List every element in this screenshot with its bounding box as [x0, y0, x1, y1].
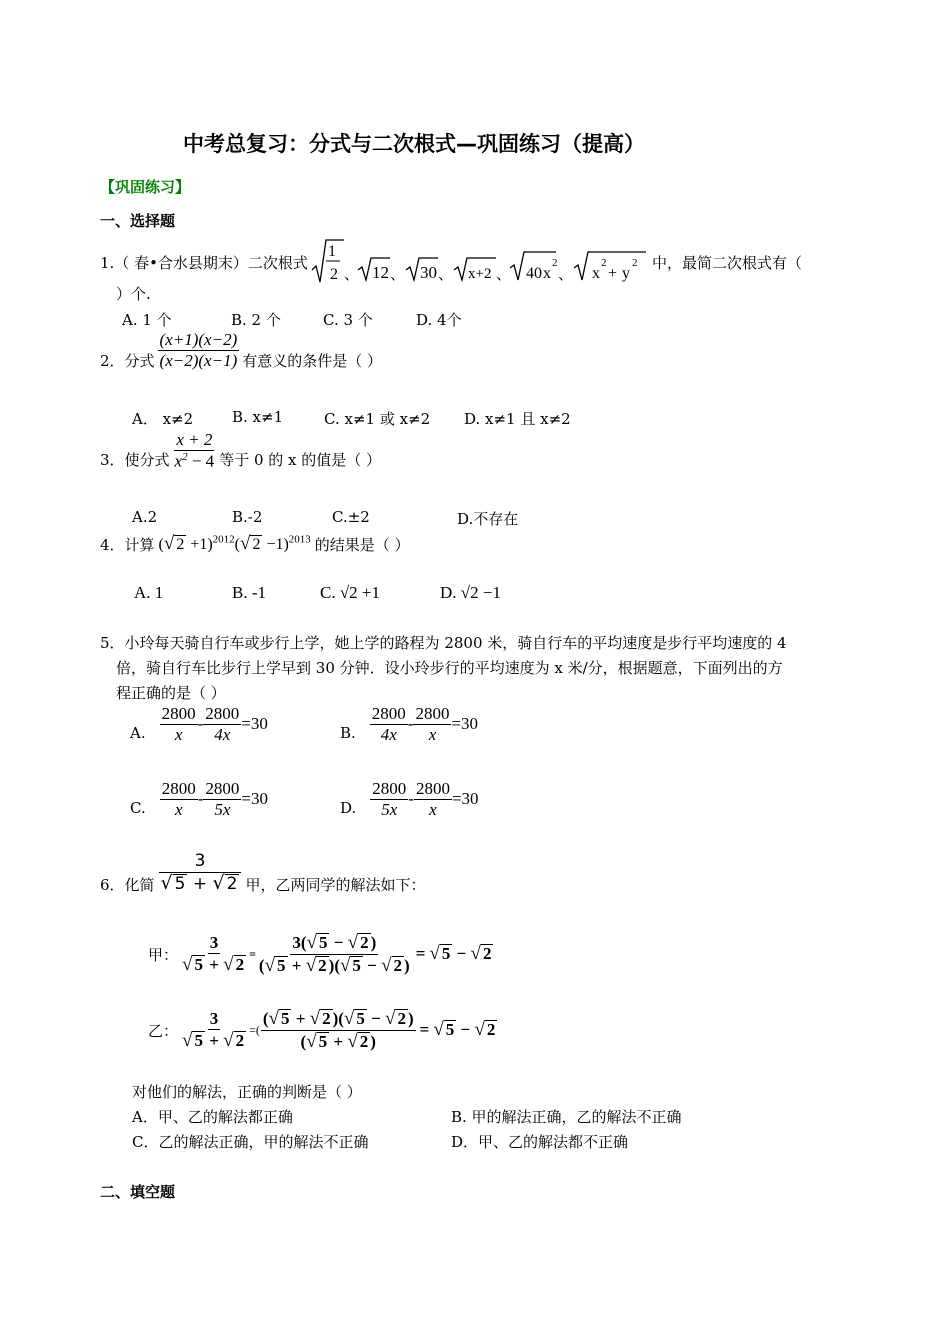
q4-prefix: 4．计算: [100, 535, 155, 554]
q6-jia-solution: 甲： $\frac{3}{√ 5 + √ 2}$ = $\frac{3(√ 5 - √ 2 )}{(√ 5 + √ 2 )(√ 5 - √ 2 )}$ = √ 5 − √ 2: [148, 932, 492, 976]
q3-numerator: x + 2: [176, 430, 213, 449]
q3-prefix: 3．使分式: [100, 450, 170, 469]
q2-option-b: B. x≠1: [232, 408, 284, 426]
q1-r6-b: y: [621, 265, 630, 282]
q2-option-d: D. x≠1 且 x≠2: [464, 410, 571, 428]
q1-r1-den: 2: [329, 266, 338, 283]
q2-numerator: (x+1)(x−2): [159, 330, 238, 350]
q1-r4: x+2: [467, 266, 492, 282]
q1-sep1: 、: [343, 267, 359, 283]
q3-suffix: 等于 0 的 x 的值是（ ）: [219, 450, 382, 469]
q1-option-a: A. 1 个: [122, 311, 172, 329]
section-heading-choice: 一、选择题: [100, 212, 176, 230]
q1-r6-a: x: [591, 265, 600, 282]
q6-option-c: C．乙的解法正确，甲的解法不正确: [132, 1133, 369, 1151]
question-1: [100, 232, 802, 292]
q5-option-b: B. $\frac{2800}{4x}$ - $\frac{2800}{x}$ =30: [340, 704, 479, 744]
q1-r5-var: x: [542, 265, 551, 282]
q5-line3: 程正确的是（ ）: [116, 684, 226, 702]
section-heading-fill: 二、填空题: [100, 1183, 176, 1201]
page-title: 中考总复习：分式与二次根式—巩固练习（提高）: [183, 132, 645, 156]
q2-option-c: C. x≠1 或 x≠2: [324, 410, 431, 428]
q3-option-a: A.2: [132, 508, 158, 526]
question-6: 6．化简 $\frac{3}{√ 5 + √ 2}$ 甲，乙两同学的解法如下：: [100, 851, 426, 894]
q4-option-c: C. √2 +1: [320, 583, 381, 602]
q1-r5-exp: 2: [551, 257, 558, 269]
q1-r6-exp-a: 2: [600, 257, 607, 269]
q1-sep4: 、: [495, 267, 511, 283]
q3-option-c: C.±2: [332, 508, 370, 526]
q5-option-a: A. $\frac{2800}{x}$ - $\frac{2800}{4x}$ =30: [130, 704, 268, 744]
question-3: [100, 430, 381, 471]
q6-option-a: A．甲、乙的解法都正确: [132, 1108, 293, 1126]
q1-r6-exp-b: 2: [631, 257, 638, 269]
q1-prefix: 1.（ 春•合水县期末）二次根式: [100, 253, 308, 272]
q2-option-a: A． x≠2: [132, 410, 194, 428]
q2-prefix: 2．分式: [100, 352, 155, 370]
section-tag: 【巩固练习】: [100, 178, 191, 196]
svg-text:+: +: [607, 265, 617, 282]
q2-suffix: 有意义的条件是（ ）: [242, 352, 383, 370]
q1-option-b: B. 2 个: [231, 311, 281, 329]
question-4: [100, 533, 410, 555]
q1-sep5: 、: [557, 267, 573, 283]
q5-line2: 倍，骑自行车比步行上学早到 30 分钟．设小玲步行的平均速度为 x 米/分，根据题意，下面列出的方: [116, 659, 783, 677]
q5-option-c: C. $\frac{2800}{x}$ - $\frac{2800}{5x}$ =30: [130, 779, 268, 819]
q6-prefix: 6．化简: [100, 876, 155, 894]
q4-option-d: D. √2 −1: [440, 583, 501, 602]
q5-option-d: D. $\frac{2800}{5x}$ - $\frac{2800}{x}$ =30: [340, 779, 479, 819]
q3-option-d: D.不存在: [457, 510, 519, 528]
q5-line1: 5．小玲每天骑自行车或步行上学，她上学的路程为 2800 米，骑自行车的平均速度是步行平均速度的 4: [100, 634, 787, 652]
question-2: [100, 330, 382, 371]
q1-r5-coef: 40: [525, 265, 542, 282]
q6-suffix: 甲，乙两同学的解法如下：: [245, 876, 426, 894]
q1-r1-num: 1: [327, 243, 336, 260]
q4-expression: (√ 2 +1)$^{2012}$(√ 2 −1)$^{2013}$: [158, 533, 311, 554]
q1-option-d: D. 4个: [416, 311, 462, 329]
q1-option-c: C. 3 个: [323, 311, 373, 329]
q3-denominator: $x^2 - 4$: [174, 450, 215, 471]
q6-option-b: B. 甲的解法正确，乙的解法不正确: [451, 1108, 682, 1126]
q1-r2: 12: [371, 263, 389, 282]
q4-suffix: 的结果是（ ）: [314, 535, 410, 554]
q3-option-b: B.-2: [232, 508, 263, 526]
q6-numerator: 3: [194, 851, 206, 872]
q2-denominator: (x−2)(x−1): [159, 351, 238, 370]
q6-option-d: D．甲、乙的解法都不正确: [451, 1133, 629, 1151]
q4-option-a: A. 1: [134, 583, 164, 602]
q6-ask: 对他们的解法，正确的判断是（ ）: [132, 1083, 362, 1101]
q1-line2: ）个.: [116, 285, 151, 303]
q6-yi-solution: 乙： $\frac{3}{√ 5 + √ 2}$ =( $\frac{(√ 5 + √ 2 )(√ 5 - √ 2 )}{(√ 5 + √ 2 )}$ = √ 5 − √ 2: [148, 1008, 496, 1052]
q1-suffix: 中，最简二次根式有（: [651, 253, 802, 272]
q1-radicals: [310, 234, 650, 290]
q1-sep2: 、: [389, 267, 405, 283]
q4-option-b: B. -1: [232, 583, 266, 602]
q1-r3: 30: [419, 263, 437, 282]
q1-sep3: 、: [437, 267, 453, 283]
